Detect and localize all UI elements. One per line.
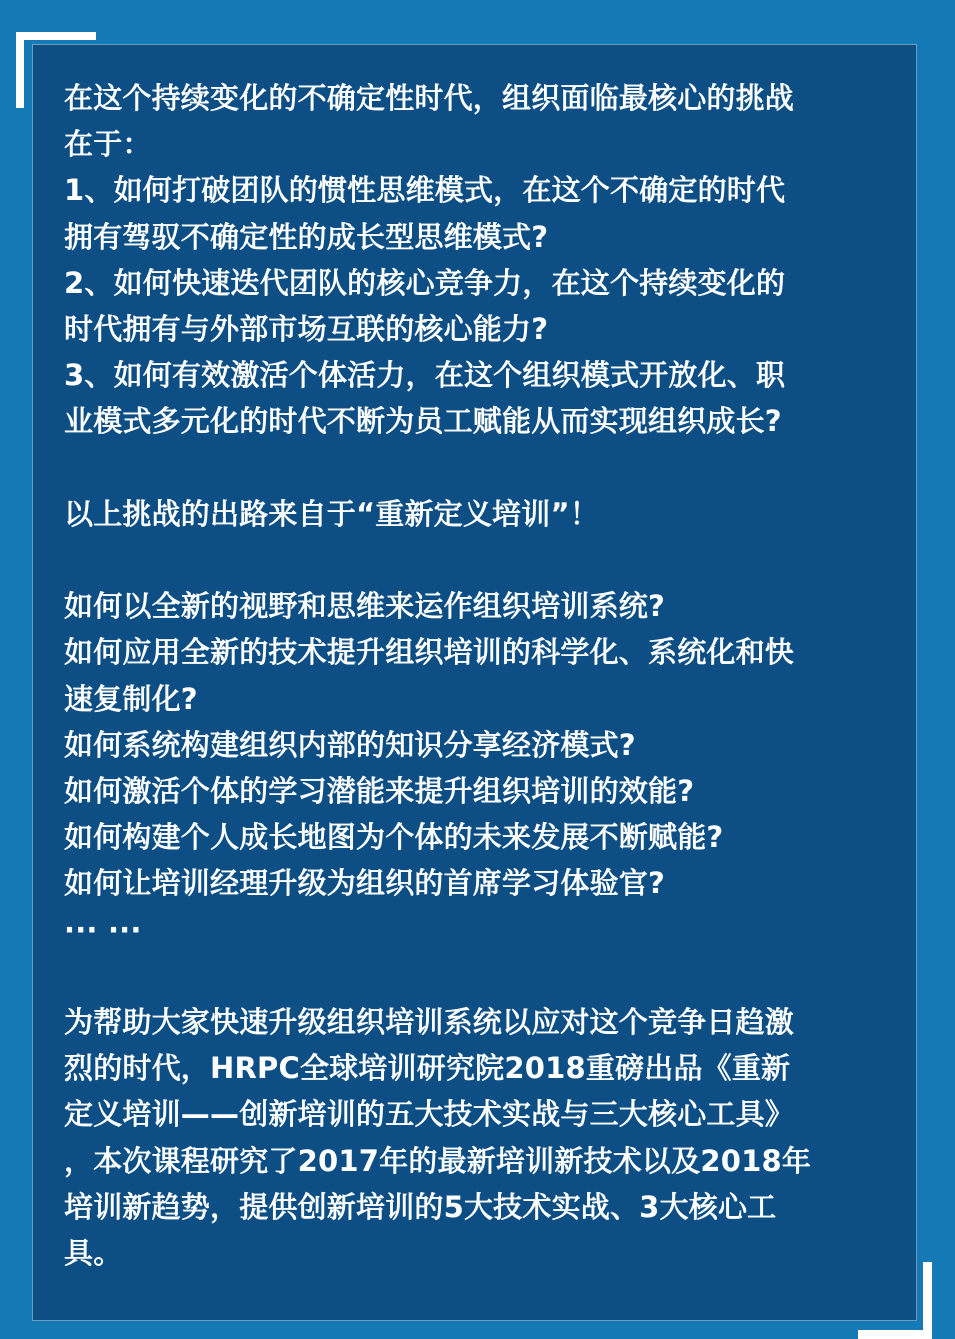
challenge-item: 业模式多元化的时代不断为员工赋能从而实现组织成长? xyxy=(64,404,782,439)
paragraph-gap xyxy=(64,445,899,491)
question-item: 如何构建个人成长地图为个体的未来发展不断赋能? xyxy=(64,820,724,855)
article-text xyxy=(64,75,899,1276)
closing-line: 为帮助大家快速升级组织培训系统以应对这个竞争日趋激 xyxy=(64,1005,795,1040)
challenge-item: 时代拥有与外部市场互联的核心能力? xyxy=(64,312,549,347)
closing-line: 具。 xyxy=(64,1236,123,1271)
closing-line: ，本次课程研究了2017年的最新培训新技术以及2018年 xyxy=(64,1143,812,1178)
closing-line: 烈的时代，HRPC全球培训研究院2018重磅出品《重新 xyxy=(64,1051,791,1086)
paragraph-gap xyxy=(64,953,899,999)
question-item: 如何应用全新的技术提升组织培训的科学化、系统化和快 xyxy=(64,635,795,670)
challenge-item: 3、如何有效激活个体活力，在这个组织模式开放化、职 xyxy=(64,358,786,393)
intro-line: 在于： xyxy=(64,127,152,162)
ellipsis-line: ··· ··· xyxy=(64,912,142,947)
intro-line: 在这个持续变化的不确定性时代，组织面临最核心的挑战 xyxy=(64,81,795,115)
closing-line: 培训新趋势，提供创新培训的5大技术实战、3大核心工 xyxy=(64,1189,777,1224)
question-item: 速复制化? xyxy=(64,681,198,716)
challenge-item: 2、如何快速迭代团队的核心竞争力，在这个持续变化的 xyxy=(64,265,786,300)
answer-line: 以上挑战的出路来自于“重新定义培训”！ xyxy=(64,496,599,531)
question-item: 如何激活个体的学习潜能来提升组织培训的效能? xyxy=(64,774,695,809)
closing-line: 定义培训——创新培训的五大技术实战与三大核心工具》 xyxy=(64,1097,795,1132)
challenge-item: 拥有驾驭不确定性的成长型思维模式? xyxy=(64,219,549,254)
question-item: 如何让培训经理升级为组织的首席学习体验官? xyxy=(64,866,666,901)
paragraph-gap xyxy=(64,537,899,583)
question-item: 如何系统构建组织内部的知识分享经济模式? xyxy=(64,727,636,762)
challenge-item: 1、如何打破团队的惯性思维模式，在这个不确定的时代 xyxy=(64,173,786,208)
question-item: 如何以全新的视野和思维来运作组织培训系统? xyxy=(64,589,666,624)
